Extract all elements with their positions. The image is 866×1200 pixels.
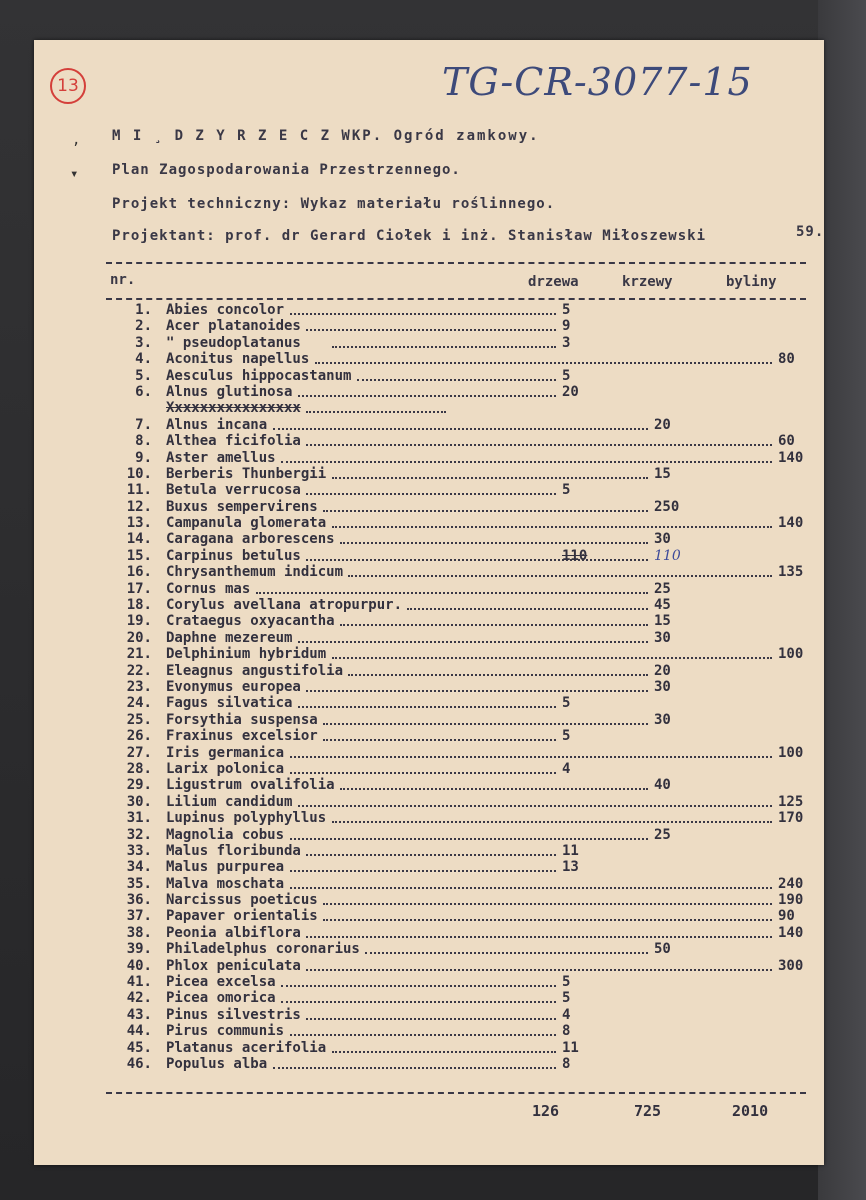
dot-leader [407, 608, 648, 610]
plant-name: Eleagnus angustifolia [166, 662, 344, 679]
value-krzewy: 250 [654, 498, 680, 515]
dot-leader [290, 1034, 556, 1036]
column-header-byliny: byliny [726, 274, 777, 290]
value-krzewy: 25 [654, 826, 671, 843]
dot-leader [332, 1051, 556, 1053]
plant-name: Abies concolor [166, 302, 285, 318]
value-drzewa: 5 [562, 482, 571, 499]
value-krzewy: 30 [654, 531, 671, 548]
dot-leader [256, 592, 648, 594]
table-row [106, 941, 826, 957]
dot-leader [290, 313, 556, 315]
plant-name: Caragana arborescens [166, 531, 335, 548]
table-row [106, 794, 826, 810]
plant-name: Acer platanoides [166, 318, 301, 335]
value-krzewy: 110 [654, 547, 681, 564]
value-byliny: 100 [778, 744, 804, 761]
dot-leader [340, 542, 648, 544]
dot-leader [273, 428, 648, 430]
row-number: 20. [126, 629, 152, 646]
row-number: 44. [126, 1023, 152, 1040]
plant-name: Daphne mezereum [166, 629, 293, 646]
row-number: 27. [126, 744, 152, 761]
row-number: 42. [126, 990, 152, 1007]
plant-name: Aconitus napellus [166, 351, 310, 368]
plant-name: Evonymus europea [166, 678, 301, 695]
table-row [106, 482, 826, 498]
row-number: 43. [126, 1006, 152, 1023]
value-drzewa: 110 [562, 547, 588, 564]
dot-leader [298, 641, 648, 643]
dot-leader [323, 510, 648, 512]
value-drzewa: 20 [562, 383, 579, 400]
row-number: 31. [126, 810, 152, 827]
dot-leader [332, 346, 556, 348]
table-row [106, 1040, 826, 1056]
row-number: 35. [126, 875, 152, 892]
plant-name: Carpinus betulus [166, 547, 301, 564]
row-number: 16. [126, 564, 152, 581]
dot-leader [306, 493, 556, 495]
value-krzewy: 30 [654, 629, 671, 646]
row-number: 18. [126, 597, 152, 614]
table-row [106, 515, 826, 531]
document-page [34, 40, 824, 1165]
table-row [106, 958, 826, 974]
plant-name: Pirus communis [166, 1023, 285, 1040]
table-row [106, 400, 826, 416]
row-number: 30. [126, 793, 152, 810]
dot-leader [332, 477, 648, 479]
table-row [106, 318, 826, 334]
dot-leader [357, 379, 556, 381]
value-drzewa: 11 [562, 1039, 579, 1056]
value-byliny: 125 [778, 793, 804, 810]
plant-name: Aesculus hippocastanum [166, 367, 352, 384]
row-number: 25. [126, 711, 152, 728]
dot-leader [340, 788, 648, 790]
row-number: 1. [135, 302, 152, 318]
table-row [106, 777, 826, 793]
header-plan-title: Plan Zagospodarowania Przestrzennego. [112, 162, 461, 178]
plant-name: Althea ficifolia [166, 433, 301, 450]
row-number: 6. [135, 383, 152, 400]
total-krzewy: 725 [634, 1102, 662, 1120]
dot-leader [323, 739, 556, 741]
table-row [106, 597, 826, 613]
table-row [106, 450, 826, 466]
row-number: 37. [126, 908, 152, 925]
dot-leader [281, 1001, 556, 1003]
table-row [106, 351, 826, 367]
dot-leader [306, 444, 772, 446]
row-number: 13. [126, 515, 152, 532]
table-row [106, 712, 826, 728]
plant-name: Malus purpurea [166, 859, 285, 876]
dot-leader [290, 870, 556, 872]
value-krzewy: 15 [654, 613, 671, 630]
plant-name: Alnus incana [166, 416, 268, 433]
row-number: 38. [126, 924, 152, 941]
plant-name: Buxus sempervirens [166, 498, 318, 515]
table-row [106, 876, 826, 892]
dot-leader [306, 936, 772, 938]
dot-leader [306, 854, 556, 856]
row-number: 15. [126, 547, 152, 564]
row-number: 3. [135, 334, 152, 351]
plant-name: Malva moschata [166, 875, 285, 892]
value-drzewa: 5 [562, 367, 571, 384]
table-row [106, 843, 826, 859]
dot-leader [323, 723, 648, 725]
value-drzewa: 3 [562, 334, 571, 351]
dot-leader [306, 329, 556, 331]
value-drzewa: 5 [562, 695, 571, 712]
row-number: 46. [126, 1055, 152, 1072]
row-number: 7. [135, 416, 152, 433]
dot-leader [290, 772, 556, 774]
row-number: 2. [135, 318, 152, 335]
dot-leader [323, 919, 772, 921]
table-row [106, 368, 826, 384]
table-row [106, 859, 826, 875]
value-byliny: 140 [778, 449, 804, 466]
table-row [106, 466, 826, 482]
table-row [106, 302, 826, 318]
plant-name: Forsythia suspensa [166, 711, 318, 728]
value-krzewy: 20 [654, 662, 671, 679]
dot-leader [306, 969, 772, 971]
plant-name: Platanus acerifolia [166, 1039, 327, 1056]
value-krzewy: 50 [654, 941, 671, 958]
plant-name: Crataegus oxyacantha [166, 613, 335, 630]
value-byliny: 140 [778, 924, 804, 941]
dot-leader [332, 657, 772, 659]
plant-name: Papaver orientalis [166, 908, 318, 925]
plant-name: Ligustrum ovalifolia [166, 777, 335, 794]
plant-name: Magnolia cobus [166, 826, 285, 843]
table-row [106, 384, 826, 400]
plant-name: Chrysanthemum indicum [166, 564, 344, 581]
dot-leader [348, 575, 772, 577]
row-number: 24. [126, 695, 152, 712]
header-bottom-rule [106, 298, 806, 300]
row-number: 29. [126, 777, 152, 794]
table-row [106, 990, 826, 1006]
table-row [106, 335, 826, 351]
plant-name: " pseudoplatanus [166, 334, 301, 351]
value-byliny: 80 [778, 351, 795, 368]
plant-name: Aster amellus [166, 449, 276, 466]
table-row [106, 728, 826, 744]
plant-name: Iris germanica [166, 744, 285, 761]
table-row [106, 745, 826, 761]
table-row [106, 581, 826, 597]
row-number: 17. [126, 580, 152, 597]
value-byliny: 170 [778, 810, 804, 827]
column-header-krzewy: krzewy [622, 274, 673, 290]
row-number: 14. [126, 531, 152, 548]
plant-name: Lilium candidum [166, 793, 293, 810]
value-krzewy: 40 [654, 777, 671, 794]
plant-name: Delphinium hybridum [166, 646, 327, 663]
dot-leader [315, 362, 772, 364]
table-row [106, 679, 826, 695]
table-row [106, 663, 826, 679]
header-project-subtitle: Projekt techniczny: Wykaz materiału roślinnego. [112, 196, 556, 212]
dot-leader [273, 1067, 556, 1069]
table-row [106, 646, 826, 662]
dot-leader [306, 690, 648, 692]
header-location: M I ¸ D Z Y R Z E C Z WKP. Ogród zamkowy. [112, 128, 540, 144]
plant-name: Picea excelsa [166, 974, 276, 991]
table-row [106, 974, 826, 990]
value-krzewy: 45 [654, 597, 671, 614]
row-number: 40. [126, 957, 152, 974]
row-number: 32. [126, 826, 152, 843]
plant-name: Fagus silvatica [166, 695, 293, 712]
plant-name: Lupinus polyphyllus [166, 810, 327, 827]
value-drzewa: 8 [562, 1055, 571, 1072]
table-row [106, 564, 826, 580]
plant-name: Narcissus poeticus [166, 892, 318, 909]
plant-name: Campanula glomerata [166, 515, 327, 532]
header-designers: Projektant: prof. dr Gerard Ciołek i inż. Stanisław Miłoszewski [112, 228, 707, 244]
plant-name: Fraxinus excelsior [166, 728, 318, 745]
plant-name: Philadelphus coronarius [166, 941, 360, 958]
dot-leader [281, 461, 772, 463]
plant-list [106, 302, 826, 1072]
header-top-rule [106, 262, 806, 264]
dot-leader [290, 887, 772, 889]
value-krzewy: 30 [654, 711, 671, 728]
row-number: 21. [126, 646, 152, 663]
value-drzewa: 4 [562, 1006, 571, 1023]
row-number: 45. [126, 1039, 152, 1056]
plant-name: Populus alba [166, 1055, 268, 1072]
total-byliny: 2010 [732, 1102, 769, 1120]
row-number: 22. [126, 662, 152, 679]
value-byliny: 140 [778, 515, 804, 532]
row-number: 26. [126, 728, 152, 745]
table-row [106, 1056, 826, 1072]
total-drzewa: 126 [532, 1102, 560, 1120]
table-row [106, 1023, 826, 1039]
value-krzewy: 30 [654, 678, 671, 695]
value-byliny: 100 [778, 646, 804, 663]
row-number: 23. [126, 678, 152, 695]
row-number: 4. [135, 351, 152, 368]
row-number: 36. [126, 892, 152, 909]
row-number: 9. [135, 449, 152, 466]
plant-name: Betula verrucosa [166, 482, 301, 499]
dot-leader [298, 395, 556, 397]
row-number: 41. [126, 974, 152, 991]
plant-name: Malus floribunda [166, 842, 301, 859]
value-byliny: 90 [778, 908, 795, 925]
table-row [106, 892, 826, 908]
dot-leader [290, 756, 772, 758]
table-row [106, 695, 826, 711]
plant-name: Peonia albiflora [166, 924, 301, 941]
plant-name: Alnus glutinosa [166, 383, 293, 400]
plant-name: Xxxxxxxxxxxxxxxx [166, 400, 301, 417]
margin-mark: , [72, 132, 81, 148]
table-row [106, 433, 826, 449]
handwritten-reference-code: TG-CR-3077-15 [442, 60, 753, 104]
value-drzewa: 13 [562, 859, 579, 876]
row-number: 28. [126, 760, 152, 777]
column-header-nr: nr. [110, 272, 136, 288]
dot-leader [332, 821, 772, 823]
dot-leader [306, 1018, 556, 1020]
dot-leader [298, 805, 772, 807]
plant-name: Phlox peniculata [166, 957, 301, 974]
table-row [106, 761, 826, 777]
dot-leader [365, 952, 648, 954]
value-krzewy: 15 [654, 465, 671, 482]
value-byliny: 60 [778, 433, 795, 450]
row-number: 12. [126, 498, 152, 515]
table-row [106, 827, 826, 843]
header-year: 59. [796, 224, 825, 240]
row-number: 8. [135, 433, 152, 450]
value-byliny: 300 [778, 957, 804, 974]
table-row [106, 810, 826, 826]
dot-leader [332, 526, 772, 528]
value-byliny: 190 [778, 892, 804, 909]
table-row [106, 548, 826, 564]
table-row [106, 630, 826, 646]
dot-leader [306, 411, 446, 413]
row-number: 19. [126, 613, 152, 630]
value-krzewy: 25 [654, 580, 671, 597]
value-drzewa: 11 [562, 842, 579, 859]
value-byliny: 240 [778, 875, 804, 892]
value-drzewa: 9 [562, 318, 571, 335]
dot-leader [340, 624, 648, 626]
plant-name: Corylus avellana atropurpur. [166, 597, 403, 614]
value-drzewa: 4 [562, 760, 571, 777]
plant-name: Pinus silvestris [166, 1006, 301, 1023]
value-drzewa: 5 [562, 990, 571, 1007]
table-row [106, 925, 826, 941]
table-row [106, 499, 826, 515]
row-number: 34. [126, 859, 152, 876]
table-row [106, 531, 826, 547]
value-drzewa: 5 [562, 302, 571, 318]
value-byliny: 135 [778, 564, 804, 581]
margin-bullet-mark: ▾ [70, 166, 79, 182]
table-row [106, 908, 826, 924]
table-row [106, 1007, 826, 1023]
row-number: 39. [126, 941, 152, 958]
dot-leader [348, 674, 648, 676]
value-drzewa: 5 [562, 974, 571, 991]
dot-leader [290, 838, 648, 840]
plant-name: Larix polonica [166, 760, 285, 777]
dot-leader [281, 985, 556, 987]
totals-rule [106, 1092, 806, 1094]
plant-name: Cornus mas [166, 580, 251, 597]
page-number-circle: 13 [50, 68, 86, 104]
dot-leader [323, 903, 772, 905]
row-number: 10. [126, 465, 152, 482]
dot-leader [298, 706, 556, 708]
row-number: 5. [135, 367, 152, 384]
plant-name: Picea omorica [166, 990, 276, 1007]
table-row [106, 417, 826, 433]
column-header-drzewa: drzewa [528, 274, 579, 290]
row-number: 33. [126, 842, 152, 859]
value-krzewy: 20 [654, 416, 671, 433]
value-drzewa: 5 [562, 728, 571, 745]
table-row [106, 613, 826, 629]
plant-name: Berberis Thunbergii [166, 465, 327, 482]
value-drzewa: 8 [562, 1023, 571, 1040]
row-number: 11. [126, 482, 152, 499]
